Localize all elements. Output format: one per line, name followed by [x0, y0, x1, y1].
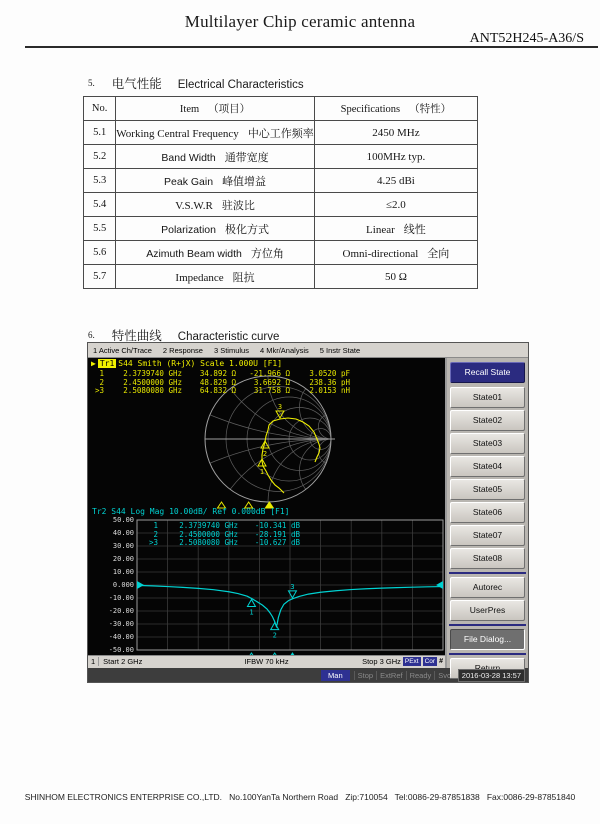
spec-value: 4.25 dBi	[314, 169, 477, 193]
spec-value: 100MHz typ.	[314, 145, 477, 169]
col-spec: Specifications （特性）	[314, 97, 477, 121]
logmag-marker-readout	[146, 522, 300, 548]
smith-marker-row: 2 2.4500000 GHz 48.829 Ω 3.6692 Ω 238.36 pH	[99, 377, 350, 387]
menu-item[interactable]: 5 Instr State	[319, 345, 361, 355]
section-title-en: Electrical Characteristics	[177, 79, 304, 91]
y-axis-tick: -30.00	[108, 620, 134, 628]
section-title-zh: 电气性能	[111, 77, 162, 91]
svg-text:1: 1	[259, 468, 265, 476]
spec-no: 5.5	[84, 217, 116, 241]
spec-item: V.S.W.R 驻波比	[116, 193, 315, 217]
logmag-marker-row: >3 2.5080080 GHz -10.627 dB	[148, 538, 300, 548]
spec-no: 5.2	[84, 145, 116, 169]
menu-item[interactable]: 4 Mkr/Analysis	[259, 345, 309, 355]
y-axis-tick: 0.000	[112, 581, 134, 589]
datetime-display: 2016-03-28 13:57	[458, 669, 525, 682]
y-axis-tick: -40.00	[108, 633, 134, 641]
logmag-marker-row: 2 2.4500000 GHz -28.191 dB	[153, 529, 300, 539]
trace-cursor-icon: ▶	[91, 359, 96, 368]
smith-marker-readout	[92, 370, 350, 396]
marker-symbol	[247, 599, 255, 616]
spec-row	[84, 121, 478, 145]
menu-item[interactable]: 1 Active Ch/Trace	[93, 345, 152, 355]
spec-value: 50 Ω	[314, 265, 477, 289]
ifbw-label: IFBW 70 kHz	[244, 657, 289, 666]
softkey-panel	[445, 358, 528, 668]
spec-no: 5.1	[84, 121, 116, 145]
softkey-state02[interactable]: State02	[450, 410, 525, 431]
y-axis-tick: -50.00	[108, 646, 134, 654]
softkey-state07[interactable]: State07	[450, 525, 525, 546]
start-frequency: Start 2 GHz	[103, 657, 143, 666]
logmag-marker-row: 1 2.3739740 GHz -10.341 dB	[153, 521, 300, 530]
trace2-title: Tr2 S44 Log Mag 10.00dB/ Ref 0.000dB [F1]	[92, 507, 290, 516]
spec-row	[84, 145, 478, 169]
softkey-state08[interactable]: State08	[450, 548, 525, 569]
spec-row	[84, 265, 478, 289]
stimulus-bar	[88, 655, 445, 668]
smith-trace	[259, 418, 320, 493]
spec-no: 5.3	[84, 169, 116, 193]
menu-item[interactable]: 3 Stimulus	[213, 345, 249, 355]
smith-marker-row: >3 2.5080080 GHz 64.832 Ω 31.758 Ω 2.0153 nH	[94, 386, 350, 396]
spec-value: Linear 线性	[314, 217, 477, 241]
svg-text:3: 3	[277, 403, 283, 411]
softkey-state06[interactable]: State06	[450, 502, 525, 523]
trace1-badge: Tr1	[99, 359, 115, 368]
softkey-state05[interactable]: State05	[450, 479, 525, 500]
y-axis-tick: 50.00	[112, 516, 134, 524]
footer-company-line: SHINHOM ELECTRONICS ENTERPRISE CO.,LTD. No.100YanTa Northern Road Zip:710054 Tel:0086-29-87851838 Fax:0086-29-87851840	[24, 792, 576, 802]
page-title: Multilayer Chip ceramic antenna	[184, 12, 416, 31]
y-axis-tick: 40.00	[112, 529, 134, 537]
smith-marker-row: 1 2.3739740 GHz 34.892 Ω -21.966 Ω 3.0520 pF	[99, 369, 350, 378]
y-axis-tick: 10.00	[112, 568, 134, 576]
svg-text:3: 3	[290, 582, 295, 591]
spec-row	[84, 241, 478, 265]
section-5-heading	[88, 74, 304, 93]
spec-value: 2450 MHz	[314, 121, 477, 145]
ref-level-arrow-left	[137, 581, 144, 589]
vna-screen	[88, 358, 445, 668]
menu-item[interactable]: 2 Response	[162, 345, 203, 355]
spec-table	[83, 96, 478, 289]
vna-screenshot	[88, 343, 528, 682]
section-number: 6.	[88, 330, 95, 340]
section-number: 5.	[88, 78, 95, 88]
spec-value: ≤2.0	[314, 193, 477, 217]
section-title-en: Characteristic curve	[177, 331, 280, 343]
spec-row	[84, 217, 478, 241]
vna-statusbar	[88, 668, 528, 682]
spec-no: 5.4	[84, 193, 116, 217]
trace1-title: ▶ Tr1 S44 Smith (R+jX) Scale 1.000U [F1]	[91, 359, 283, 368]
softkey-file-dialog[interactable]: File Dialog...	[450, 629, 525, 650]
part-number: ANT52H245-A36/S	[469, 31, 584, 46]
vna-menubar	[88, 343, 528, 358]
spec-row	[84, 193, 478, 217]
stop-frequency: Stop 3 GHz	[362, 657, 401, 666]
logmag-y-axis-labels	[96, 514, 134, 657]
softkey-separator	[449, 624, 526, 626]
spec-item: Band Width 通带宽度	[116, 145, 315, 169]
col-no: No.	[84, 97, 116, 121]
hash-indicator: #	[439, 658, 443, 665]
marker-symbol	[276, 403, 284, 418]
y-axis-tick: 20.00	[112, 555, 134, 563]
section-title-zh: 特性曲线	[111, 329, 162, 343]
softkey-separator	[449, 572, 526, 574]
spec-no: 5.6	[84, 241, 116, 265]
y-axis-tick: 30.00	[112, 542, 134, 550]
status-badge-cor: Cor	[424, 658, 436, 665]
spec-row	[84, 169, 478, 193]
svg-text:1: 1	[249, 608, 254, 617]
status-badge-pext: PExt	[404, 658, 419, 665]
spec-value: Omni-directional 全向	[314, 241, 477, 265]
status-item-stop: Stop	[354, 671, 376, 680]
svg-text:2: 2	[262, 450, 268, 458]
channel-number: 1	[90, 657, 99, 666]
softkey-state04[interactable]: State04	[450, 456, 525, 477]
spec-item: Azimuth Beam width 方位角	[116, 241, 315, 265]
col-item: Item （项目）	[116, 97, 315, 121]
spec-item: Polarization 极化方式	[116, 217, 315, 241]
header-rule	[25, 46, 598, 48]
trigger-mode-badge[interactable]: Man	[321, 670, 350, 681]
softkey-separator	[449, 653, 526, 655]
y-axis-tick: -10.00	[108, 594, 134, 602]
spec-no: 5.7	[84, 265, 116, 289]
softkey-state03[interactable]: State03	[450, 433, 525, 454]
spec-item: Peak Gain 峰值增益	[116, 169, 315, 193]
status-item-ready: Ready	[406, 671, 435, 680]
y-axis-tick: -20.00	[108, 607, 134, 615]
softkey-state01[interactable]: State01	[450, 387, 525, 408]
spec-item: Impedance 阻抗	[116, 265, 315, 289]
spec-item: Working Central Frequency 中心工作频率	[116, 121, 315, 145]
status-item-extref: ExtRef	[376, 671, 406, 680]
spec-header-row	[84, 97, 478, 121]
softkey-recall-state[interactable]: Recall State	[450, 362, 525, 383]
svg-text:2: 2	[272, 631, 277, 640]
softkey-userpres[interactable]: UserPres	[450, 600, 525, 621]
status-item-svc: Svc	[434, 671, 454, 680]
softkey-autorec[interactable]: Autorec	[450, 577, 525, 598]
ref-level-arrow-right	[436, 581, 443, 589]
